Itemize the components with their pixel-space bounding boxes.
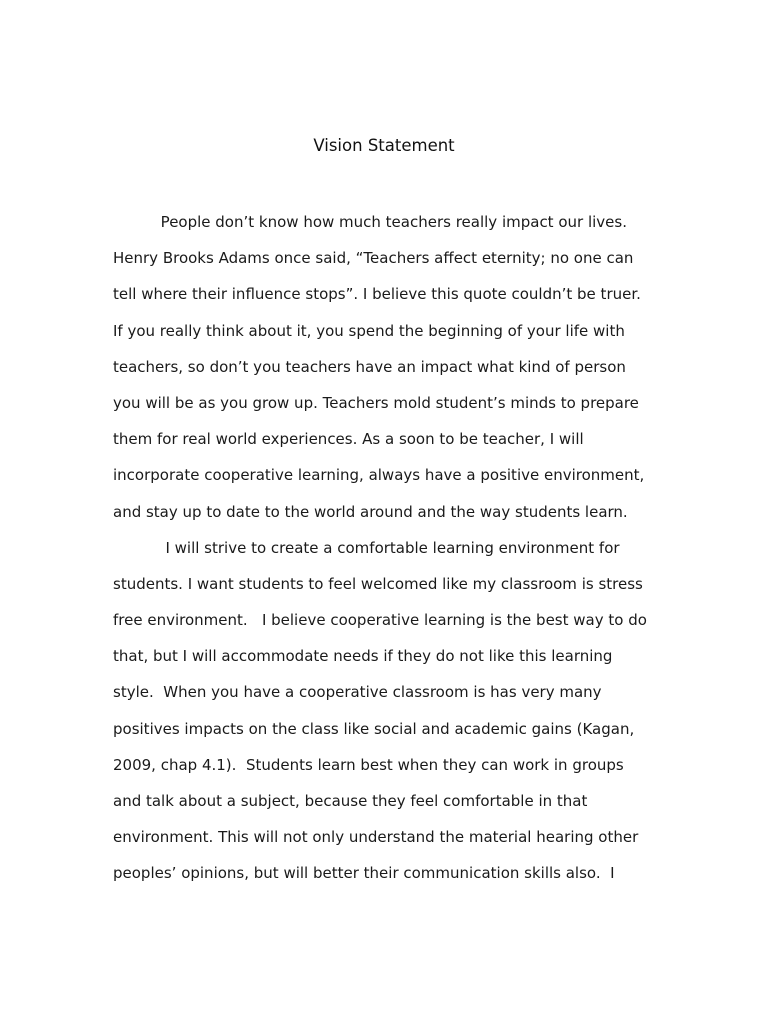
body-line: teachers, so don’t you teachers have an impact what kind of person xyxy=(113,357,626,376)
body-line: positives impacts on the class like social and academic gains (Kagan, xyxy=(113,719,635,738)
body-line: peoples’ opinions, but will better their communication skills also. I xyxy=(113,864,615,883)
body-line: 2009, chap 4.1). Students learn best when they can work in groups xyxy=(113,755,624,774)
body-line: and stay up to date to the world around and the way students learn. xyxy=(113,502,628,521)
body-line: that, but I will accommodate needs if they do not like this learning xyxy=(113,647,613,666)
body-line: incorporate cooperative learning, always have a positive environment, xyxy=(113,466,645,485)
body-line: I will strive to create a comfortable learning environment for xyxy=(113,538,620,557)
body-line: free environment. I believe cooperative learning is the best way to do xyxy=(113,611,647,630)
document-body xyxy=(113,210,673,898)
body-line: style. When you have a cooperative classroom is has very many xyxy=(113,683,602,702)
body-line: tell where their influence stops”. I believe this quote couldn’t be truer. xyxy=(113,285,641,304)
body-line: Henry Brooks Adams once said, “Teachers affect eternity; no one can xyxy=(113,249,634,268)
body-line: People don’t know how much teachers really impact our lives. xyxy=(113,213,627,231)
body-line: and talk about a subject, because they feel comfortable in that xyxy=(113,792,588,810)
body-line: If you really think about it, you spend the beginning of your life with xyxy=(113,321,625,340)
body-line: students. I want students to feel welcomed like my classroom is stress xyxy=(113,574,643,593)
body-line: them for real world experiences. As a soon to be teacher, I will xyxy=(113,430,584,449)
body-line: environment. This will not only understand the material hearing other xyxy=(113,828,639,847)
document-title: Vision Statement xyxy=(313,136,455,155)
body-line: you will be as you grow up. Teachers mold student’s minds to prepare xyxy=(113,393,639,412)
